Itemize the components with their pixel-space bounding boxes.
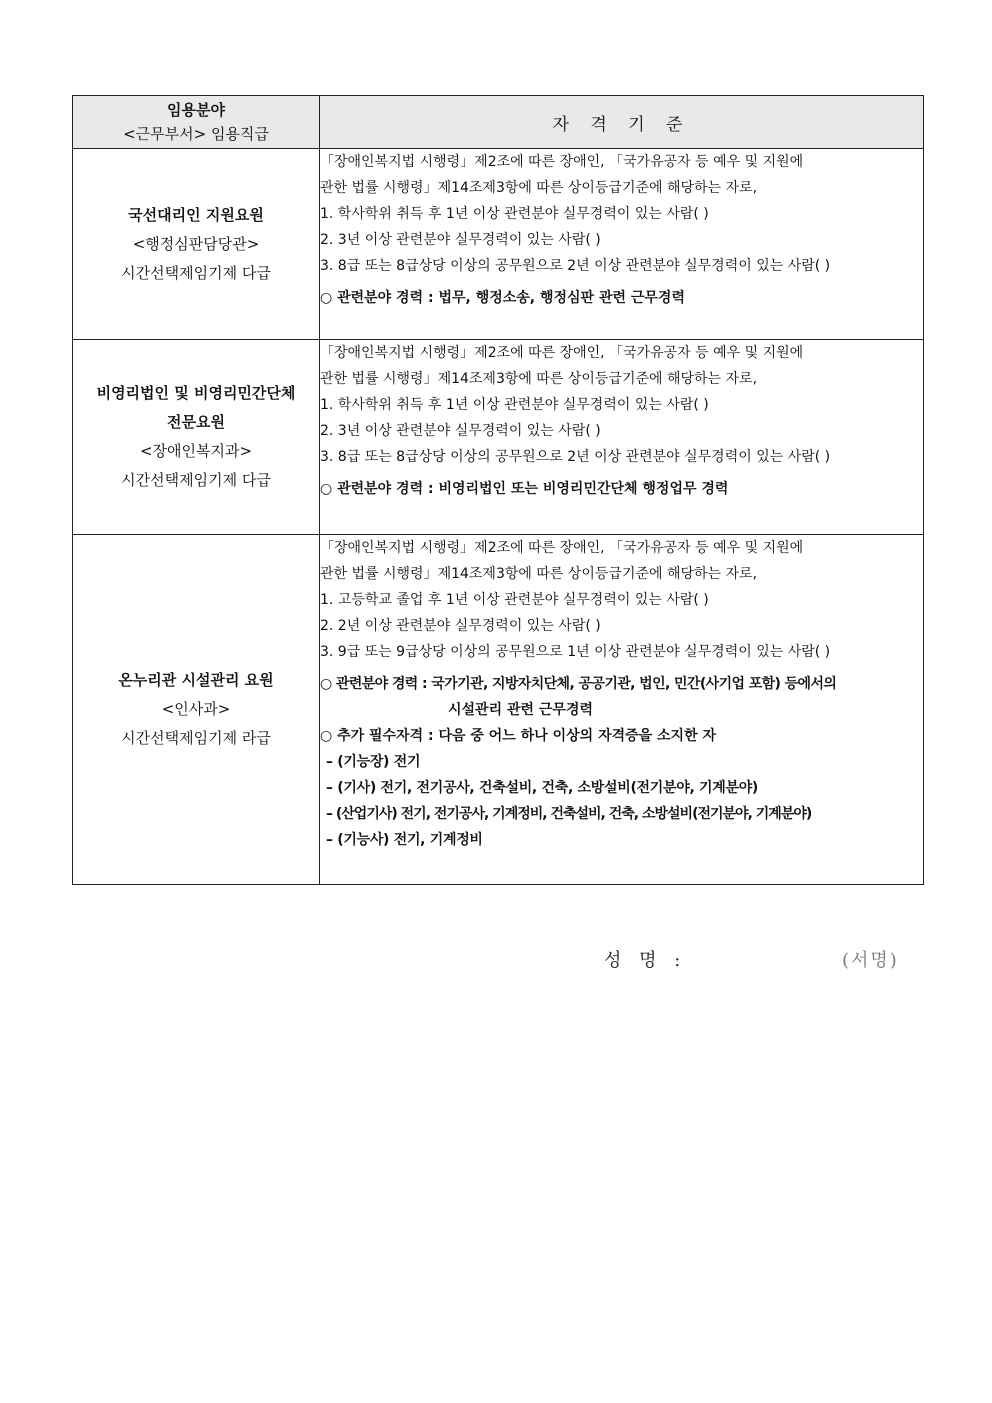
position-cell	[73, 340, 320, 535]
criteria-line: 2. 2년 이상 관련분야 실무경력이 있는 사람( )	[320, 618, 601, 634]
related-career: ○ 관련분야 경력 : 법무, 행정소송, 행정심판 관련 근무경력	[320, 290, 685, 306]
criteria-line: 3. 9급 또는 9급상당 이상의 공무원으로 1년 이상 관련분야 실무경력이 있는 사람( )	[320, 644, 831, 660]
criteria-cell	[320, 149, 924, 340]
related-career: ○ 관련분야 경력 : 비영리법인 또는 비영리민간단체 행정업무 경력	[320, 481, 729, 497]
extra-qualification: ○ 추가 필수자격 : 다음 중 어느 하나 이상의 자격증을 소지한 자	[320, 728, 717, 744]
certificate-item: – (산업기사) 전기, 전기공사, 기계정비, 건축설비, 건축, 소방설비(전기분야, 기계분야)	[326, 806, 812, 822]
criteria-line: 「장애인복지법 시행령」제2조에 따른 장애인, 「국가유공자 등 예우 및 지원에	[320, 154, 804, 170]
criteria-line: 관한 법률 시행령」제14조제3항에 따른 상이등급기준에 해당하는 자로,	[320, 371, 758, 387]
position-dept: <인사과>	[161, 700, 231, 718]
criteria-line: 3. 8급 또는 8급상당 이상의 공무원으로 2년 이상 관련분야 실무경력이 있는 사람( )	[320, 258, 831, 274]
certificate-item: – (기능장) 전기	[326, 754, 421, 770]
certificate-item: – (기사) 전기, 전기공사, 건축설비, 건축, 소방설비(전기분야, 기계분야)	[326, 780, 759, 796]
criteria-line: 관한 법률 시행령」제14조제3항에 따른 상이등급기준에 해당하는 자로,	[320, 180, 758, 196]
table-header-row	[73, 96, 924, 149]
criteria-line: 관한 법률 시행령」제14조제3항에 따른 상이등급기준에 해당하는 자로,	[320, 566, 758, 582]
position-grade: 시간선택제임기제 다급	[121, 471, 271, 489]
criteria-line: 2. 3년 이상 관련분야 실무경력이 있는 사람( )	[320, 232, 601, 248]
table-row	[73, 340, 924, 535]
related-career-continued: 시설관리 관련 근무경력	[448, 702, 593, 718]
position-cell	[73, 535, 320, 885]
header-dept-grade-label: <근무부서> 임용직급	[123, 125, 269, 143]
qualification-table	[72, 95, 924, 885]
criteria-cell	[320, 340, 924, 535]
table-row	[73, 535, 924, 885]
related-career: ○ 관련분야 경력 : 국가기관, 지방자치단체, 공공기관, 법인, 민간(사기업 포함) 등에서의	[320, 676, 837, 692]
signature-mark: (서명)	[842, 950, 899, 971]
criteria-line: 「장애인복지법 시행령」제2조에 따른 장애인, 「국가유공자 등 예우 및 지원에	[320, 540, 804, 556]
position-dept: <행정심판담당관>	[132, 234, 260, 253]
position-title: 온누리관 시설관리 요원	[118, 671, 274, 689]
criteria-line: 1. 학사학위 취득 후 1년 이상 관련분야 실무경력이 있는 사람( )	[320, 206, 709, 222]
criteria-line: 1. 고등학교 졸업 후 1년 이상 관련분야 실무경력이 있는 사람( )	[320, 592, 709, 608]
position-grade: 시간선택제임기제 라급	[121, 729, 271, 747]
criteria-line: 「장애인복지법 시행령」제2조에 따른 장애인, 「국가유공자 등 예우 및 지원에	[320, 345, 804, 361]
header-criteria-label: 자 격 기 준	[320, 96, 924, 149]
criteria-line: 3. 8급 또는 8급상당 이상의 공무원으로 2년 이상 관련분야 실무경력이 있는 사람( )	[320, 449, 831, 465]
criteria-line: 2. 3년 이상 관련분야 실무경력이 있는 사람( )	[320, 423, 601, 439]
signature-name-label: 성 명 :	[604, 950, 687, 971]
certificate-item: – (기능사) 전기, 기계정비	[326, 832, 483, 848]
position-title: 국선대리인 지원요원	[128, 205, 264, 224]
header-left-cell	[73, 96, 320, 149]
header-field-label: 임용분야	[167, 101, 225, 119]
position-cell	[73, 149, 320, 340]
table-row	[73, 149, 924, 340]
position-grade: 시간선택제임기제 다급	[121, 263, 271, 282]
position-title: 전문요원	[167, 413, 225, 431]
position-dept: <장애인복지과>	[139, 442, 253, 460]
criteria-cell	[320, 535, 924, 885]
position-title: 비영리법인 및 비영리민간단체	[96, 384, 296, 402]
criteria-line: 1. 학사학위 취득 후 1년 이상 관련분야 실무경력이 있는 사람( )	[320, 397, 709, 413]
